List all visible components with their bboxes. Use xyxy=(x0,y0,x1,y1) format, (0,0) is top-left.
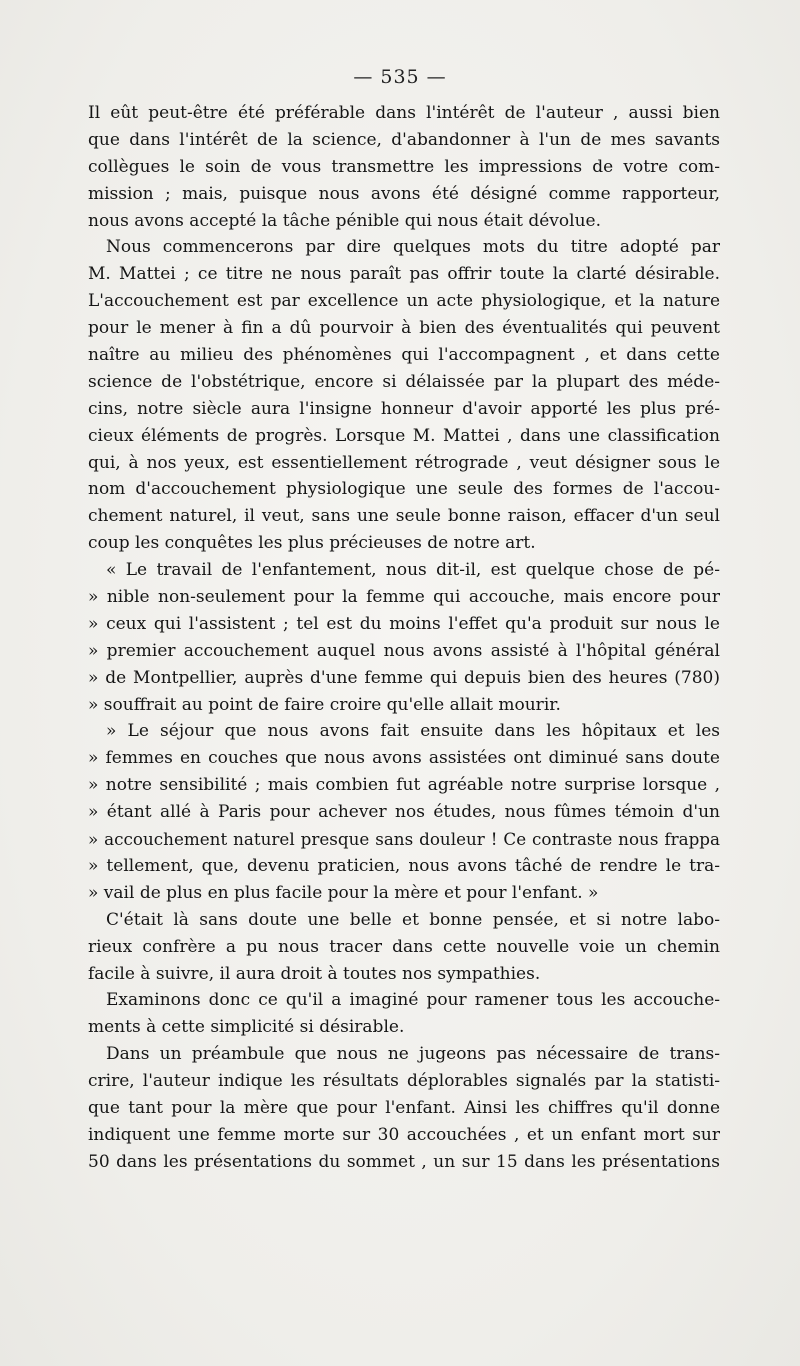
body-text xyxy=(88,100,720,1176)
text-line: rieux confrère a pu nous tracer dans cette nouvelle voie un chemin xyxy=(88,936,720,957)
text-line: L'accouchement est par excellence un acte physiologique, et la nature xyxy=(88,291,720,312)
text-line: nous avons accepté la tâche pénible qui nous était dévolue. xyxy=(88,210,601,231)
text-line: Examinons donc ce qu'il a imaginé pour ramener tous les accouche- xyxy=(106,990,720,1011)
page-number: — 535 — xyxy=(353,66,447,88)
text-line: ments à cette simplicité si désirable. xyxy=(88,1017,405,1038)
text-line: » femmes en couches que nous avons assistées ont diminué sans doute xyxy=(88,748,720,769)
text-line: coup les conquêtes les plus précieuses de notre art. xyxy=(88,533,536,554)
text-line: » notre sensibilité ; mais combien fut agréable notre surprise lorsque , xyxy=(88,775,720,796)
text-line: collègues le soin de vous transmettre les impressions de votre com- xyxy=(88,156,720,177)
text-line: C'était là sans doute une belle et bonne pensée, et si notre labo- xyxy=(106,909,720,930)
text-line: indiquent une femme morte sur 30 accouchées , et un enfant mort sur xyxy=(88,1124,720,1145)
text-line: que tant pour la mère que pour l'enfant. Ainsi les chiffres qu'il donne xyxy=(88,1097,720,1118)
text-line: » étant allé à Paris pour achever nos études, nous fûmes témoin d'un xyxy=(88,802,720,823)
text-line: facile à suivre, il aura droit à toutes nos sympathies. xyxy=(88,963,541,984)
text-line: » ceux qui l'assistent ; tel est du moins l'effet qu'a produit sur nous le xyxy=(88,613,720,634)
text-line: nom d'accouchement physiologique une seule des formes de l'accou- xyxy=(88,479,720,500)
text-line: 50 dans les présentations du sommet , un sur 15 dans les présentations xyxy=(88,1151,720,1172)
text-line: » souffrait au point de faire croire qu'elle allait mourir. xyxy=(88,694,561,715)
text-line: » premier accouchement auquel nous avons assisté à l'hôpital général xyxy=(88,640,720,661)
text-line: » nible non-seulement pour la femme qui accouche, mais encore pour xyxy=(88,587,720,608)
text-line: cins, notre siècle aura l'insigne honneur d'avoir apporté les plus pré- xyxy=(88,398,720,419)
text-line: crire, l'auteur indique les résultats déplorables signalés par la statisti- xyxy=(88,1071,720,1092)
text-line: » accouchement naturel presque sans douleur ! Ce contraste nous frappa xyxy=(88,829,720,850)
text-line: « Le travail de l'enfantement, nous dit-il, est quelque chose de pé- xyxy=(106,560,720,581)
text-line: Il eût peut-être été préférable dans l'intérêt de l'auteur , aussi bien xyxy=(88,103,720,123)
text-line: » vail de plus en plus facile pour la mère et pour l'enfant. » xyxy=(88,882,599,903)
text-line: cieux éléments de progrès. Lorsque M. Mattei , dans une classification xyxy=(88,425,720,446)
text-line: que dans l'intérêt de la science, d'abandonner à l'un de mes savants xyxy=(88,129,720,150)
text-line: mission ; mais, puisque nous avons été désigné comme rapporteur, xyxy=(88,183,720,204)
text-line: » tellement, que, devenu praticien, nous avons tâché de rendre le tra- xyxy=(88,855,720,876)
text-line: Nous commencerons par dire quelques mots du titre adopté par xyxy=(106,237,720,258)
text-line: M. Mattei ; ce titre ne nous paraît pas offrir toute la clarté désirable. xyxy=(88,264,720,285)
text-line: » de Montpellier, auprès d'une femme qui depuis bien des heures (780) xyxy=(88,667,720,688)
text-line: science de l'obstétrique, encore si délaissée par la plupart des méde- xyxy=(88,371,720,392)
text-line: Dans un préambule que nous ne jugeons pas nécessaire de trans- xyxy=(106,1044,720,1065)
text-line: » Le séjour que nous avons fait ensuite dans les hôpitaux et les xyxy=(106,721,720,742)
text-line: chement naturel, il veut, sans une seule bonne raison, effacer d'un seul xyxy=(88,506,720,527)
text-line: qui, à nos yeux, est essentiellement rétrograde , veut désigner sous le xyxy=(88,452,720,473)
text-line: pour le mener à fin a dû pourvoir à bien des éventualités qui peuvent xyxy=(88,318,720,339)
text-line: naître au milieu des phénomènes qui l'accompagnent , et dans cette xyxy=(88,345,720,366)
